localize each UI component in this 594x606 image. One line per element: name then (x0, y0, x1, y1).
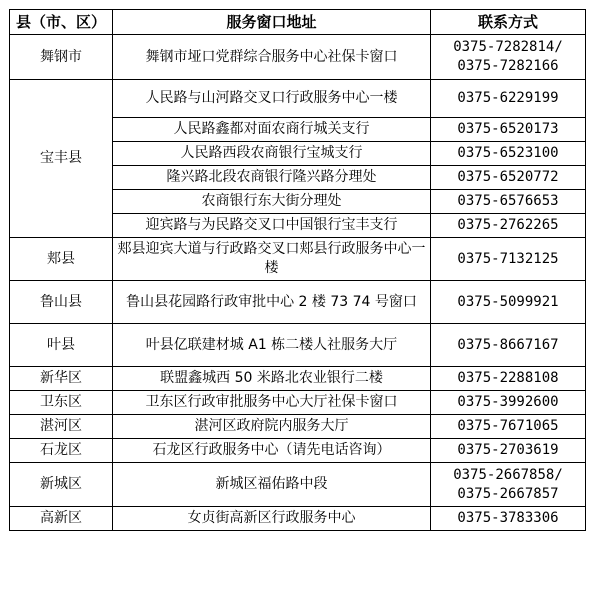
county-cell: 新城区 (10, 463, 113, 507)
table-row (10, 439, 586, 463)
phone-cell: 0375-3783306 (431, 507, 586, 531)
service-window-table (9, 9, 586, 531)
county-cell: 卫东区 (10, 391, 113, 415)
phone-cell: 0375-2667858/ 0375-2667857 (431, 463, 586, 507)
phone-cell: 0375-5099921 (431, 281, 586, 324)
phone-cell: 0375-6523100 (431, 142, 586, 166)
address-cell: 女贞街高新区行政服务中心 (113, 507, 431, 531)
table-row (10, 367, 586, 391)
table-row (10, 415, 586, 439)
address-cell: 人民路西段农商银行宝城支行 (113, 142, 431, 166)
county-cell: 湛河区 (10, 415, 113, 439)
table-row (10, 35, 586, 80)
header-contact: 联系方式 (431, 10, 586, 35)
phone-cell: 0375-8667167 (431, 324, 586, 367)
phone-cell: 0375-6520173 (431, 118, 586, 142)
county-cell: 新华区 (10, 367, 113, 391)
phone-cell: 0375-2288108 (431, 367, 586, 391)
phone-cell: 0375-7282814/ 0375-7282166 (431, 35, 586, 80)
address-cell: 农商银行东大街分理处 (113, 190, 431, 214)
county-cell: 高新区 (10, 507, 113, 531)
phone-cell: 0375-7671065 (431, 415, 586, 439)
address-cell: 舞钢市垭口党群综合服务中心社保卡窗口 (113, 35, 431, 80)
address-cell: 联盟鑫城西 50 米路北农业银行二楼 (113, 367, 431, 391)
table-row (10, 463, 586, 507)
phone-cell: 0375-2703619 (431, 439, 586, 463)
table-header-row (10, 10, 586, 35)
address-cell: 隆兴路北段农商银行隆兴路分理处 (113, 166, 431, 190)
address-cell: 石龙区行政服务中心（请先电话咨询） (113, 439, 431, 463)
phone-cell: 0375-3992600 (431, 391, 586, 415)
table-row (10, 238, 586, 281)
address-cell: 人民路鑫都对面农商行城关支行 (113, 118, 431, 142)
table-row (10, 391, 586, 415)
county-cell: 叶县 (10, 324, 113, 367)
phone-cell: 0375-7132125 (431, 238, 586, 281)
address-cell: 鲁山县花园路行政审批中心 2 楼 73 74 号窗口 (113, 281, 431, 324)
address-cell: 迎宾路与为民路交叉口中国银行宝丰支行 (113, 214, 431, 238)
address-cell: 人民路与山河路交叉口行政服务中心一楼 (113, 80, 431, 118)
address-cell: 叶县亿联建材城 A1 栋二楼人社服务大厅 (113, 324, 431, 367)
address-cell: 卫东区行政审批服务中心大厅社保卡窗口 (113, 391, 431, 415)
county-cell: 郏县 (10, 238, 113, 281)
table-row (10, 507, 586, 531)
address-cell: 新城区福佑路中段 (113, 463, 431, 507)
county-cell: 石龙区 (10, 439, 113, 463)
phone-cell: 0375-6576653 (431, 190, 586, 214)
county-cell: 鲁山县 (10, 281, 113, 324)
header-address: 服务窗口地址 (113, 10, 431, 35)
county-cell: 宝丰县 (10, 80, 113, 238)
county-cell: 舞钢市 (10, 35, 113, 80)
phone-cell: 0375-2762265 (431, 214, 586, 238)
table-row (10, 281, 586, 324)
phone-cell: 0375-6229199 (431, 80, 586, 118)
address-cell: 湛河区政府院内服务大厅 (113, 415, 431, 439)
address-cell: 郏县迎宾大道与行政路交叉口郏县行政服务中心一楼 (113, 238, 431, 281)
header-county: 县（市、区） (10, 10, 113, 35)
phone-cell: 0375-6520772 (431, 166, 586, 190)
table-row (10, 80, 586, 118)
table-row (10, 324, 586, 367)
